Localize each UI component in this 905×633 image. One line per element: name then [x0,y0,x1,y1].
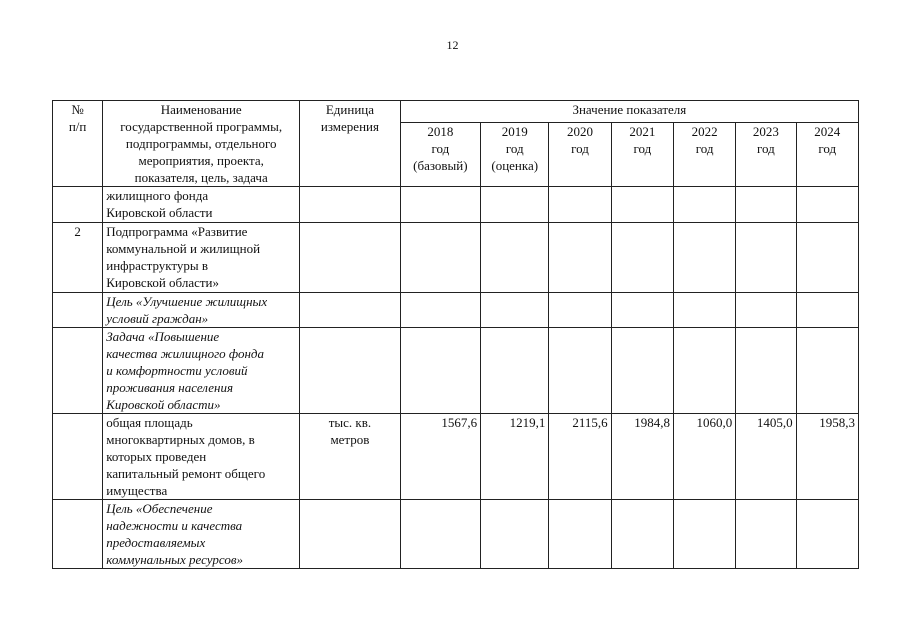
cell-unit [300,187,400,223]
cell-value [400,293,480,328]
header-value-group: Значение показателя [400,101,858,123]
table-row [53,328,859,414]
header-year: 2022 год [673,123,735,187]
cell-value [481,328,549,414]
cell-value [673,223,735,293]
cell-name: Цель «Улучшение жилищных условий граждан» [103,293,300,328]
cell-value [400,223,480,293]
header-year: 2020 год [549,123,611,187]
cell-value [481,223,549,293]
cell-name: Подпрограмма «Развитие коммунальной и жилищной инфраструктуры в Кировской области» [103,223,300,293]
cell-value [481,293,549,328]
cell-value [481,500,549,569]
cell-value: 1219,1 [481,414,549,500]
header-year: 2019 год (оценка) [481,123,549,187]
cell-value [796,293,858,328]
header-num: № п/п [53,101,103,187]
table-row [53,223,859,293]
header-year: 2021 год [611,123,673,187]
table-row [53,293,859,328]
cell-value [481,187,549,223]
cell-unit [300,328,400,414]
header-year: 2023 год [736,123,796,187]
cell-value [673,328,735,414]
table-row [53,187,859,223]
cell-value [796,500,858,569]
cell-value [549,293,611,328]
cell-value [400,187,480,223]
cell-value [736,293,796,328]
cell-value [673,187,735,223]
cell-value [611,187,673,223]
cell-num [53,500,103,569]
table-row [53,500,859,569]
cell-value [673,500,735,569]
cell-value [611,328,673,414]
cell-value [549,328,611,414]
table-row [53,414,859,500]
cell-value: 1060,0 [673,414,735,500]
cell-num: 2 [53,223,103,293]
cell-value [549,223,611,293]
header-year: 2018 год (базовый) [400,123,480,187]
cell-name: жилищного фонда Кировской области [103,187,300,223]
table-body [53,187,859,569]
cell-value [673,293,735,328]
cell-value: 1405,0 [736,414,796,500]
cell-value [611,293,673,328]
cell-value [736,500,796,569]
cell-name: Задача «Повышение качества жилищного фонда и комфортности условий проживания населения Кировской области» [103,328,300,414]
cell-unit: тыс. кв. метров [300,414,400,500]
cell-name: общая площадь многоквартирных домов, в которых проведен капитальный ремонт общего имущества [103,414,300,500]
cell-value [549,500,611,569]
header-name: Наименование государственной программы, подпрограммы, отдельного мероприятия, проекта, показателя, цель, задача [103,101,300,187]
indicator-table [52,100,859,569]
header-year: 2024 год [796,123,858,187]
cell-num [53,187,103,223]
cell-value [400,500,480,569]
cell-value [796,223,858,293]
cell-num [53,293,103,328]
header-unit: Единица измерения [300,101,400,187]
cell-unit [300,293,400,328]
cell-value [796,187,858,223]
cell-value [611,500,673,569]
cell-name: Цель «Обеспечение надежности и качества предоставляемых коммунальных ресурсов» [103,500,300,569]
cell-value [736,223,796,293]
cell-value [400,328,480,414]
cell-value [736,328,796,414]
cell-value [796,328,858,414]
cell-value: 1984,8 [611,414,673,500]
cell-value [611,223,673,293]
cell-value: 2115,6 [549,414,611,500]
cell-unit [300,500,400,569]
page-number: 12 [446,38,459,52]
cell-value [549,187,611,223]
cell-value: 1567,6 [400,414,480,500]
cell-unit [300,223,400,293]
table-header [53,101,859,187]
cell-value [736,187,796,223]
cell-num [53,414,103,500]
cell-num [53,328,103,414]
cell-value: 1958,3 [796,414,858,500]
